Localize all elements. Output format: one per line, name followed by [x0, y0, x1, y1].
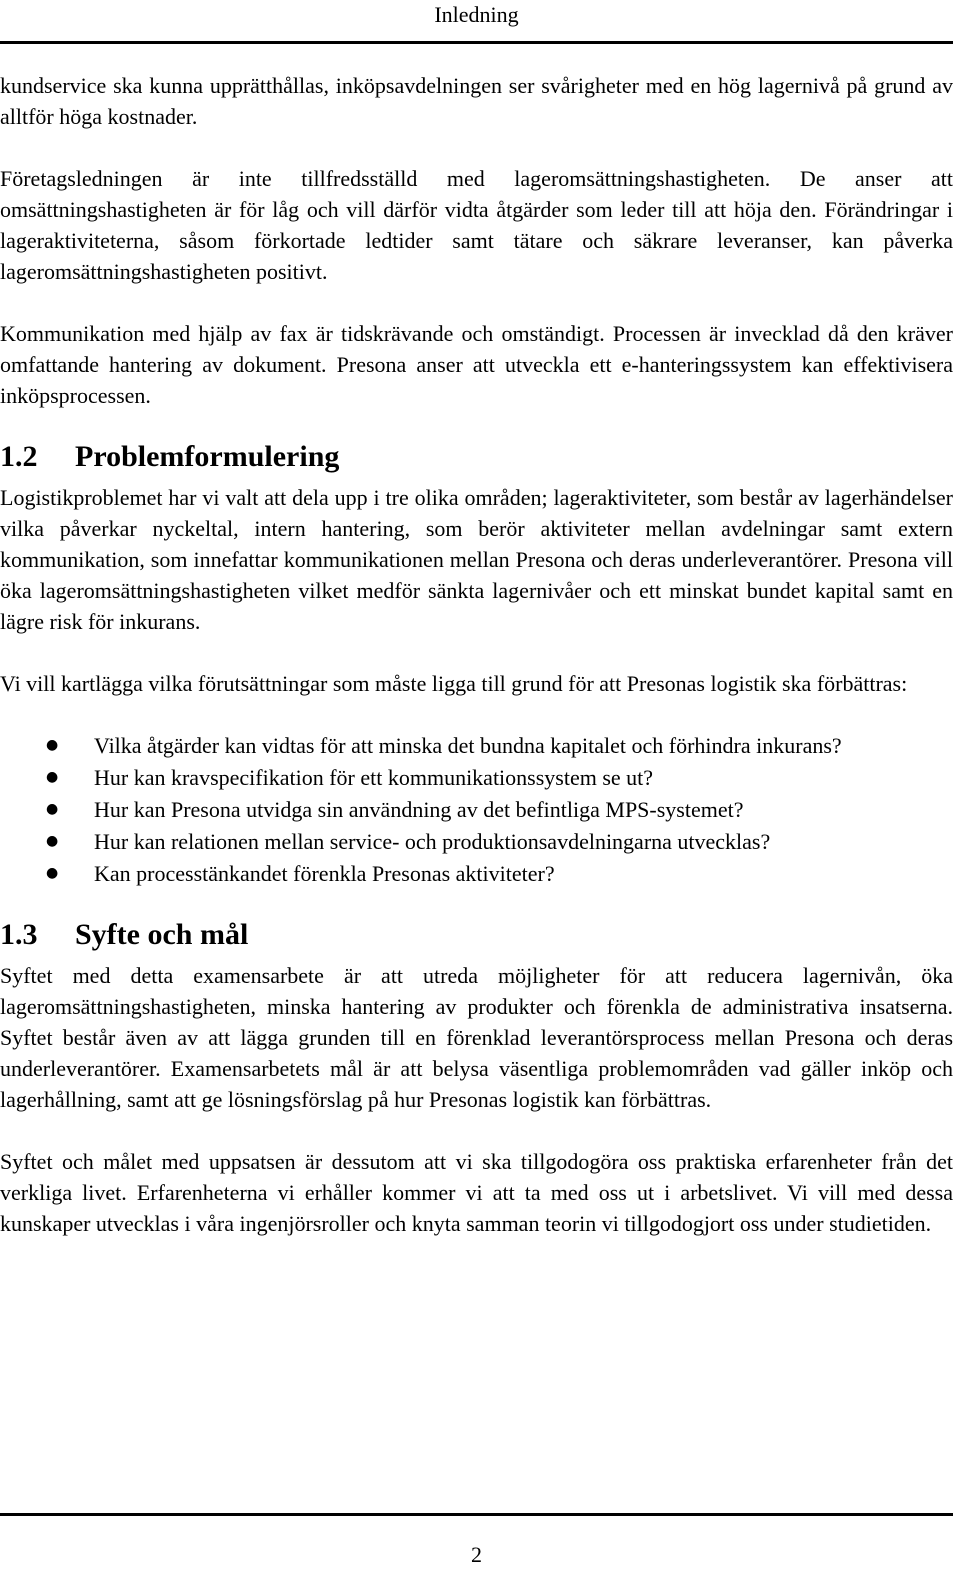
list-item: ● Hur kan Presona utvidga sin användning av det befintliga MPS-systemet? [0, 794, 953, 825]
section-title: Syfte och mål [75, 918, 249, 951]
section-number: 1.3 [0, 918, 38, 951]
section-title: Problemformulering [75, 440, 340, 473]
problem-paragraph-2: Vi vill kartlägga vilka förutsättningar som måste ligga till grund för att Presonas logistik ska förbättras: [0, 671, 908, 696]
question-list [0, 730, 953, 889]
bullet-icon: ● [46, 801, 59, 817]
header-rule [0, 41, 953, 44]
page-number: 2 [471, 1542, 482, 1567]
section-heading-problemformulering [0, 437, 953, 477]
page-body [0, 70, 953, 1239]
running-header: Inledning [434, 2, 519, 27]
section-heading-syfte-och-mal [0, 915, 953, 955]
bullet-icon: ● [46, 865, 59, 881]
section-number: 1.2 [0, 440, 38, 473]
list-item: ● Hur kan kravspecifikation för ett kommunikationssystem se ut? [0, 762, 953, 793]
intro-paragraph-3: Kommunikation med hjälp av fax är tidskrävande och omständigt. Processen är invecklad då den kräver omfattande hantering av dokument. Presona anser att utveckla ett e-hanteringssystem kan effektivisera inköpsprocessen. [0, 321, 953, 408]
problem-paragraph-1: Logistikproblemet har vi valt att dela upp i tre olika områden; lageraktiviteter, som består av lagerhändelser vilka påverkar nyckeltal, intern hantering, som berör aktiviteter mellan avdelningar samt extern kommunikation, som innefattar kommunikationen mellan Presona och deras underleverantörer. Presona vill öka lageromsättningshastigheten vilket medför sänkta lagernivåer och ett minskat bundet kapital samt en lägre risk för inkurans. [0, 485, 953, 634]
intro-paragraph-1: kundservice ska kunna upprätthållas, inköpsavdelningen ser svårigheter med en hög lagernivå på grund av alltför höga kostnader. [0, 73, 953, 129]
footer-rule [0, 1513, 953, 1516]
intro-paragraph-2: Företagsledningen är inte tillfredsställd med lageromsättningshastigheten. De anser att omsättningshastigheten är för låg och vill därför vidta åtgärder som leder till att höja den. Förändringar i lageraktiviteterna, såsom förkortade ledtider samt tätare och säkrare leveranser, kan påverka lageromsättningshastigheten positivt. [0, 166, 953, 284]
bullet-icon: ● [46, 833, 59, 849]
bullet-icon: ● [46, 769, 59, 785]
list-item: ● Hur kan relationen mellan service- och produktionsavdelningarna utvecklas? [0, 826, 953, 857]
bullet-icon: ● [46, 737, 59, 753]
list-item: ● Vilka åtgärder kan vidtas för att minska det bundna kapitalet och förhindra inkurans? [0, 730, 953, 761]
purpose-paragraph-2: Syftet och målet med uppsatsen är dessutom att vi ska tillgodogöra oss praktiska erfarenheter från det verkliga livet. Erfarenheterna vi erhåller kommer vi att ta med oss ut i arbetslivet. Vi vill med dessa kunskaper utvecklas i våra ingenjörsroller och knyta samman teorin vi tillgodogjort oss under studietiden. [0, 1149, 953, 1236]
list-item: ● Kan processtänkandet förenkla Presonas aktiviteter? [0, 858, 953, 889]
purpose-paragraph-1: Syftet med detta examensarbete är att utreda möjligheter för att reducera lagernivån, öka lageromsättningshastigheten, minska hantering av produkter och förenkla de administrativa insatserna. Syftet består även av att lägga grunden till en förenklad leverantörsprocess mellan Presona och deras underleverantörer. Examensarbetets mål är att belysa väsentliga problemområden vad gäller inköp och lagerhållning, samt att ge lösningsförslag på hur Presonas logistik kan förbättras. [0, 963, 953, 1112]
